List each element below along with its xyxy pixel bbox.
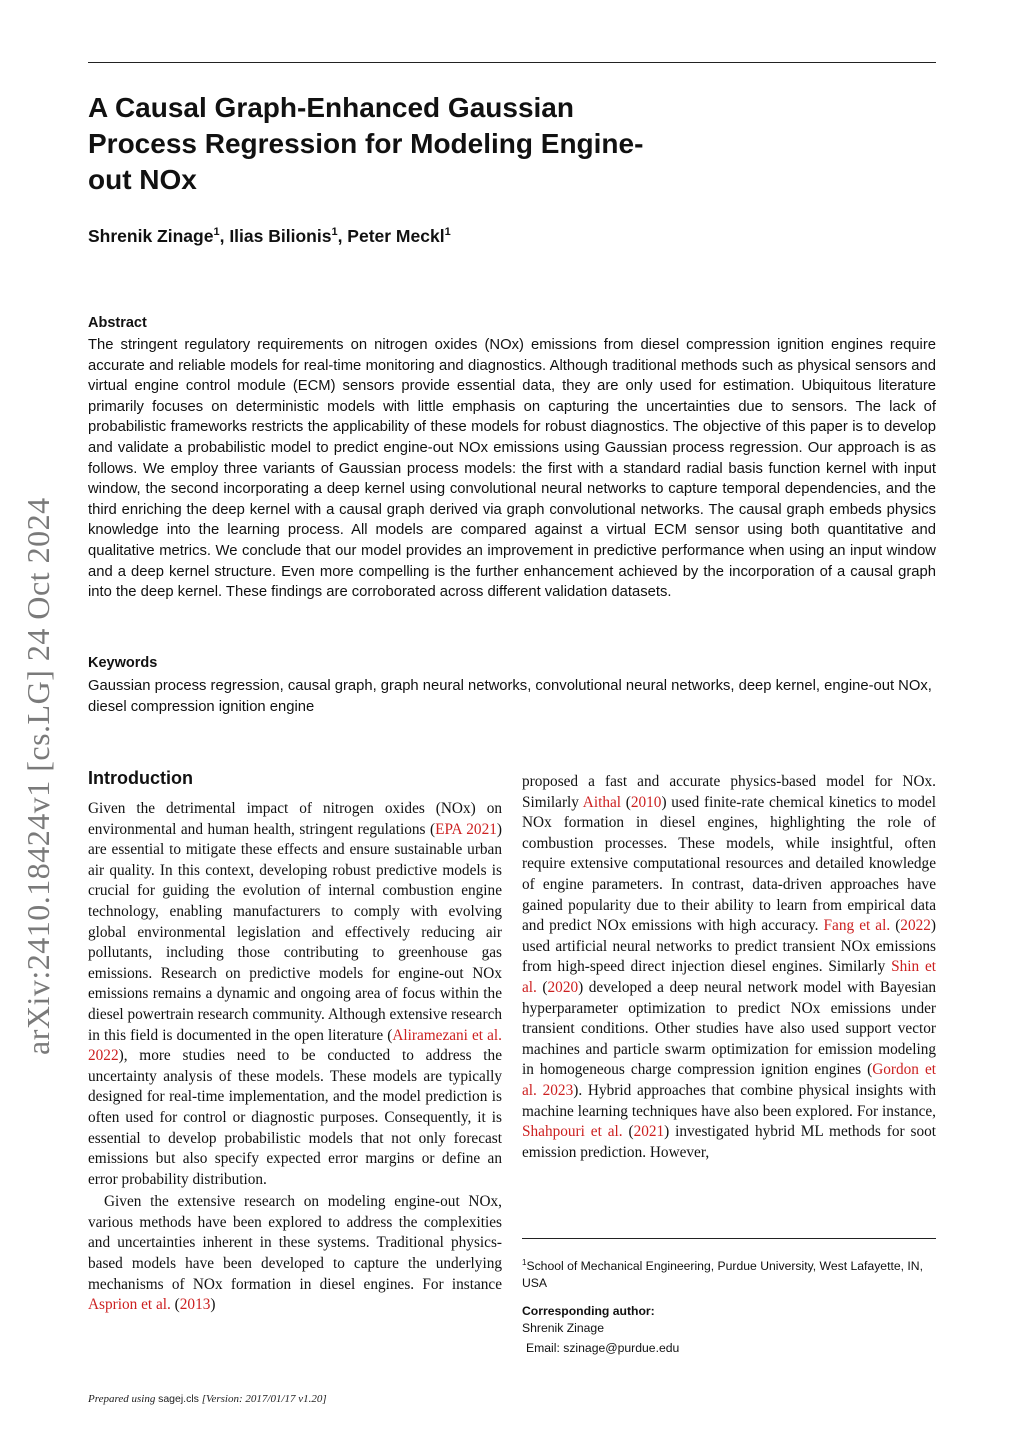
keywords-text: Gaussian process regression, causal graph, graph neural networks, convolutional neural networks, deep kernel, engine-out NOx, diesel compression ignition engine <box>88 678 932 715</box>
paper-title: A Causal Graph-Enhanced Gaussian Process Regression for Modeling Engine-out NOx <box>88 92 644 195</box>
template-name: sagej.cls <box>158 1393 199 1405</box>
right-column <box>522 772 936 1163</box>
abstract-text: The stringent regulatory requirements on nitrogen oxides (NOx) emissions from diesel compression ignition engines require accurate and reliable models for real-time monitoring and diagnostics. Although traditional methods such as physical sensors and virtual engine control module (ECM) sensors provide essential data, they are only used for estimation. Ubiquitous literature primarily focuses on deterministic models with little emphasis on capturing the uncertainties due to sensors. The lack of probabilistic frameworks restricts the applicability of these models for robust diagnostics. The objective of this paper is to develop and validate a probabilistic model to predict engine-out NOx emissions using Gaussian process regression. Our approach is as follows. We employ three variants of Gaussian process models: the first with a standard radial basis function kernel with input window, the second incorporating a deep kernel using convolutional neural networks to capture temporal dependencies, and the third enriching the deep kernel with a causal graph derived via graph convolutional networks. The causal graph embeds physics knowledge into the learning process. All models are compared against a virtual ECM sensor using both quantitative and qualitative metrics. We conclude that our model provides an improvement in predictive performance when using an input window and a deep kernel structure. Even more compelling is the further enhancement achieved by the incorporation of a causal graph into the deep kernel. These findings are corroborated across different validation datasets. <box>88 337 936 601</box>
affiliation-footnote: $^1$School of Mechanical Engineering, Purdue University, West Lafayette, IN, USA <box>522 1258 923 1291</box>
citation-link[interactable]: Shin et al. <box>522 958 937 996</box>
left-column <box>88 768 502 1316</box>
intro-paragraph-2-continued: proposed a fast and accurate physics-based model for NOx. Similarly Aithal (2010) used finite-rate chemical kinetics to model NOx formation in diesel engines, highlighting the role of combustion processes. These models, while insightful, often require extensive computational resources and detailed knowledge of engine parameters. In contrast, data-driven approaches have gained popularity due to their ability to learn from empirical data and predict NOx emissions with high accuracy. Fang et al. (2022) used artificial neural networks to predict transient NOx emissions from high-speed direct injection diesel engines. Similarly Shin et al. (2020) developed a deep neural network model with Bayesian hyperparameter optimization to predict NOx emissions under transient conditions. Other studies have also used support vector machines and particle swarm optimization for emission modeling in homogeneous charge compression ignition engines (Gordon et al. 2023). Hybrid approaches that combine physical insights with machine learning techniques have also been explored. For instance, Shahpouri et al. (2021) investigated hybrid ML methods for soot emission prediction. However, <box>522 773 937 1161</box>
citation-link[interactable]: Gordon et al. 2023 <box>522 1061 936 1099</box>
author-affiliation-mark: 1 <box>331 226 338 239</box>
citation-link[interactable]: Aithal <box>582 793 622 811</box>
citation-link[interactable]: Fang et al. <box>823 917 891 935</box>
author-affiliation-mark: 1 <box>213 226 220 239</box>
citation-link[interactable]: 2020 <box>547 978 579 996</box>
author-name: Shrenik Zinage <box>88 226 214 246</box>
intro-paragraph-1: Given the detrimental impact of nitrogen oxides (NOx) on environmental and human health, stringent regulations (EPA 2021) are essential to mitigate these effects and ensure sustainable urban air quality. In this context, developing robust predictive models is crucial for guiding the evolution of internal combustion engine technology, enabling manufacturers to comply with evolving global environmental legislation and effectively reducing air pollutants, including those contributing to greenhouse gas emissions. Research on predictive models for engine-out NOx emissions remains a dynamic and ongoing area of focus within the diesel powertrain research community. Although extensive research in this field is documented in the open literature (Aliramezani et al. 2022), more studies need to be conducted to address the uncertainty analysis of these models. These models are typically designed for real-time implementation, and the model prediction is often used for control or diagnostic purposes. Consequently, it is essential to develop probabilistic models that not only forecast emissions but also specify expected error margins or define an error probability distribution. <box>88 800 503 1188</box>
citation-link[interactable]: 2022 <box>900 917 931 935</box>
citation-link[interactable]: Aliramezani et al. 2022 <box>88 1026 502 1065</box>
corresponding-author-email: Email: szinage@purdue.edu <box>526 1341 680 1355</box>
citation-link[interactable]: Shahpouri et al. <box>522 1123 623 1141</box>
author-name: Ilias Bilionis <box>229 226 332 246</box>
abstract-heading: Abstract <box>88 315 147 331</box>
introduction-heading: Introduction <box>88 768 193 788</box>
citation-link[interactable]: 2010 <box>630 793 662 811</box>
intro-paragraph-2: Given the extensive research on modeling engine-out NOx, various methods have been explored to address the complexities and uncertainties inherent in these systems. Traditional physics-based models have been developed to capture the underlying mechanisms of NOx formation in diesel engines. For instance Asprion et al. (2013) <box>88 1193 502 1314</box>
keywords-heading: Keywords <box>88 655 158 671</box>
citation-link[interactable]: 2013 <box>179 1296 211 1314</box>
author-name: Peter Meckl <box>347 226 445 246</box>
affiliation-mark: 1 <box>522 1258 527 1267</box>
citation-link[interactable]: Asprion et al. <box>88 1296 171 1314</box>
footnote-rule <box>522 1238 936 1239</box>
author-affiliation-mark: 1 <box>444 226 451 239</box>
corresponding-author-heading: Corresponding author: <box>522 1304 655 1318</box>
citation-link[interactable]: 2021 <box>633 1123 665 1141</box>
corresponding-author-name: Shrenik Zinage <box>522 1321 604 1335</box>
prepared-using-footer: Prepared using sagej.cls [Version: 2017/01/17 v1.20] <box>88 1393 327 1405</box>
top-rule <box>88 62 936 63</box>
author-list: Shrenik Zinage$^1$, Ilias Bilionis$^1$, Peter Meckl$^1$ <box>88 226 451 246</box>
arxiv-side-stamp: arXiv:2410.18424v1 [cs.LG] 24 Oct 2024 <box>20 497 56 1055</box>
citation-link[interactable]: EPA 2021 <box>435 820 497 838</box>
